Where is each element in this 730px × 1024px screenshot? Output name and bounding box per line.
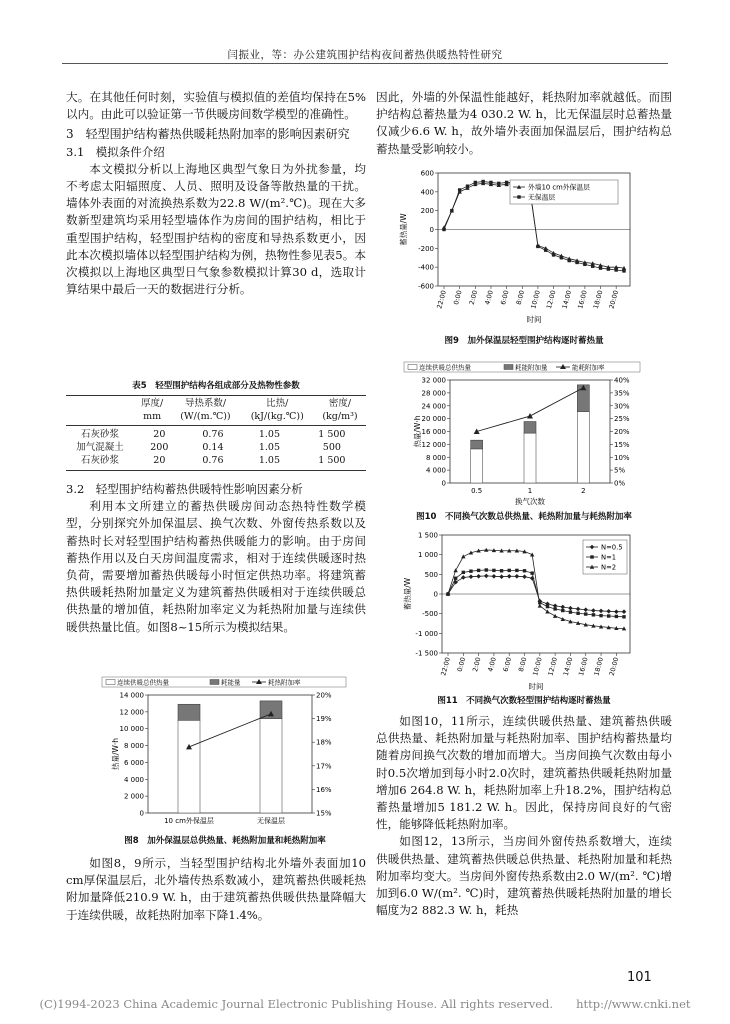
x-axis-label: 换气次数 bbox=[515, 497, 545, 506]
y-tick-label: 12 000 bbox=[421, 440, 446, 449]
y2-tick-label: 10% bbox=[614, 453, 630, 462]
series-marker bbox=[546, 605, 549, 608]
y-axis-label: 蓄热量/W bbox=[403, 577, 412, 611]
series-marker bbox=[583, 607, 588, 612]
series-marker bbox=[592, 613, 595, 616]
series-marker bbox=[497, 182, 500, 185]
series-marker bbox=[469, 569, 472, 572]
table-cell: 1.05 bbox=[258, 455, 281, 466]
figure-8-chart bbox=[100, 675, 350, 830]
y-tick-label: 0 bbox=[441, 479, 446, 488]
table-cell: 200 bbox=[150, 442, 169, 453]
y2-tick-label: 40% bbox=[614, 376, 630, 385]
series-marker bbox=[614, 609, 619, 614]
table-cell: 石灰砂浆 bbox=[80, 429, 119, 440]
y-tick-label: 400 bbox=[420, 188, 434, 197]
series-marker bbox=[561, 609, 564, 612]
table5-header-cell bbox=[66, 410, 134, 423]
running-header: 闫振业，等：办公建筑围护结构夜间蓄热供暖热特性研究 bbox=[227, 49, 503, 61]
x-axis-label: 时间 bbox=[528, 682, 544, 691]
series-marker bbox=[615, 615, 618, 618]
y-tick-label: -400 bbox=[418, 263, 434, 272]
y-tick-label: 0 bbox=[429, 226, 434, 234]
left-paragraph-2: 利用本文所建立的蓄热供暖房间动态热特性数学模型，分别探究外加保温层、换气次数、外窗传热系数以及蓄热时长对轻型围护结构蓄热供暖能力的影响。由于房间蓄热作用以及白天房间温度需求，相对于连续供暖逐时热负荷，需要增加蓄热供暖每小时恒定供热功率。将建筑蓄热供暖耗热附加量定义为建筑蓄热供暖相对于连续供暖总供热量的增加值，耗热附加率定义为耗热附加量与连续供暖供热量比值。如图8~15所示为模拟结果。 bbox=[66, 499, 366, 634]
series-marker bbox=[607, 267, 610, 270]
y-tick-label: -1 000 bbox=[415, 629, 438, 638]
x-tick-label: 0:00 bbox=[455, 656, 468, 673]
figure-10-chart bbox=[402, 360, 642, 508]
table5-body bbox=[66, 428, 366, 467]
y-tick-label: -600 bbox=[418, 282, 434, 291]
x-tick-label: 6:00 bbox=[499, 289, 511, 306]
y-tick-label: -500 bbox=[422, 610, 438, 619]
right-paragraph-2: 如图12，13所示，当房间外窗传热系数增大，连续供暖供热量、建筑蓄热供暖总供热量、耗热附加量和耗热附加率均变大。当房间外窗传热系数由2.0 W/(m². ℃)增加到6.0 W/(m². ℃)时，建筑蓄热供暖耗热附加量的增长幅度为2 882.3 W. h，耗热 bbox=[376, 834, 672, 918]
y-tick-label: -1 500 bbox=[415, 649, 438, 658]
rate-marker bbox=[527, 413, 533, 419]
page-number: 101 bbox=[627, 970, 652, 985]
x-tick-label: 6:00 bbox=[501, 656, 514, 673]
legend-label: 耗热附加率 bbox=[268, 678, 301, 687]
x-tick-label: 20:00 bbox=[607, 289, 621, 310]
left-column bbox=[66, 89, 366, 298]
x-tick-label: 8:00 bbox=[516, 656, 529, 673]
x-tick-label: 4:00 bbox=[486, 656, 498, 673]
series-marker bbox=[492, 569, 495, 572]
table-rule-bottom bbox=[66, 470, 366, 471]
table-cell: 0.76 bbox=[202, 455, 224, 466]
series-marker bbox=[484, 574, 489, 579]
series-marker bbox=[622, 609, 627, 614]
legend-marker bbox=[590, 555, 593, 558]
series-marker bbox=[614, 268, 617, 271]
x-tick-label: 2:00 bbox=[471, 656, 483, 673]
x-tick-label: 16:00 bbox=[576, 289, 589, 310]
table5-header-cell: mm bbox=[143, 411, 162, 422]
y-tick-label: 8 000 bbox=[123, 742, 144, 751]
series-marker bbox=[568, 606, 573, 611]
figure-10-caption: 图10 不同换气次数总供热量、耗热附加量与耗热附加率 bbox=[416, 512, 632, 522]
series-marker bbox=[599, 266, 602, 269]
series-marker bbox=[553, 607, 556, 610]
legend-swatch-added bbox=[210, 680, 219, 685]
right-paragraph-1: 如图10，11所示，连续供暖供热量、建筑蓄热供暖总供热量、耗热附加量与耗热附加率、围护结构蓄热量均随着房间换气次数的增加而增大。当房间换气次数由每小时0.5次增加到每小时2.0次时，建筑蓄热供暖耗热附加量增加6 264.8 W. h，耗热附加率上升18.2%，围护结构总蓄热量增加5 181.2 W. h。因此，保持房间良好的气密性，能够降低耗热附加率。 bbox=[376, 714, 672, 832]
left-paragraph-0: 大。在其他任何时刻，实验值与模拟值的差值均保持在5%以内。由此可以验证第一节供暖房间数学模型的准确性。 bbox=[66, 90, 366, 122]
series-marker bbox=[560, 605, 565, 610]
y-tick-label: 1 000 bbox=[417, 551, 438, 560]
table-cell: 20 bbox=[153, 455, 166, 466]
y-tick-label: 32 000 bbox=[421, 376, 446, 385]
figure-8-caption: 图8 加外保温层总供热量、耗热附加量和耗热附加率 bbox=[124, 836, 326, 846]
x-tick-label: 2:00 bbox=[467, 289, 480, 306]
series-marker bbox=[569, 610, 572, 613]
bar-base bbox=[471, 449, 483, 483]
legend-label: 耗能量 bbox=[221, 678, 241, 687]
series-marker bbox=[530, 552, 534, 556]
y-tick-label: 24 000 bbox=[421, 402, 446, 411]
table-cell: 石灰砂浆 bbox=[80, 455, 119, 466]
bar-base bbox=[260, 719, 282, 813]
y-tick-label: 200 bbox=[420, 207, 434, 216]
series-marker bbox=[522, 574, 527, 579]
right-paragraph-0: 因此，外墙的外保温性能越好，耗热附加率就越低。而围护结构总蓄热量为4 030.2 W. h，比无保温层时总蓄热量仅减少6.6 W. h，故外墙外表面加保温层后，围护结构总蓄热量受影响较小。 bbox=[376, 90, 672, 156]
y-tick-label: 10 000 bbox=[119, 725, 144, 734]
table-cell: 20 bbox=[153, 429, 166, 440]
x-tick-label: 无保温层 bbox=[257, 817, 285, 825]
x-tick-label: 18:00 bbox=[591, 289, 605, 310]
table-cell: 1 500 bbox=[318, 429, 346, 440]
series-marker bbox=[454, 577, 457, 580]
table-cell: 1.05 bbox=[258, 442, 281, 453]
x-tick-label: 22:00 bbox=[435, 289, 448, 310]
x-tick-label: 10:00 bbox=[531, 656, 544, 677]
y-tick-label: 2 000 bbox=[123, 792, 144, 801]
y2-tick-label: 15% bbox=[614, 440, 630, 449]
series-marker bbox=[469, 574, 474, 579]
right-column-2 bbox=[376, 713, 672, 919]
x-tick-label: 10 cm外保温层 bbox=[164, 817, 214, 825]
x-tick-label: 14:00 bbox=[560, 289, 574, 310]
y-tick-label: 600 bbox=[420, 169, 434, 178]
table5-header-cell: 比热/ bbox=[266, 398, 289, 409]
legend-swatch-added bbox=[504, 365, 513, 370]
table5 bbox=[66, 397, 366, 423]
series-marker bbox=[461, 554, 465, 558]
series-marker bbox=[530, 571, 533, 574]
series-marker bbox=[477, 569, 480, 572]
y2-tick-label: 5% bbox=[614, 466, 626, 475]
table-cell: 加气混凝土 bbox=[76, 442, 124, 453]
x-tick-label: 18:00 bbox=[592, 656, 605, 677]
y-tick-label: 12 000 bbox=[119, 708, 144, 717]
table-cell: 500 bbox=[322, 442, 341, 453]
figure-9-caption: 图9 加外保温层轻型围护结构逐时蓄热量 bbox=[444, 336, 604, 346]
legend-label: N=2 bbox=[601, 563, 617, 572]
y-tick-label: 14 000 bbox=[119, 691, 144, 700]
series-line bbox=[448, 570, 624, 617]
y2-tick-label: 20% bbox=[614, 428, 630, 436]
series-marker bbox=[485, 568, 488, 571]
table-cell: 1.05 bbox=[258, 429, 281, 440]
series-marker bbox=[450, 209, 453, 212]
bar-added bbox=[178, 704, 200, 720]
series-marker bbox=[458, 188, 461, 191]
series-marker bbox=[584, 612, 587, 615]
y2-tick-label: 25% bbox=[614, 415, 630, 424]
figure-11-caption: 图11 不同换气次数轻型围护结构逐时蓄热量 bbox=[437, 696, 611, 706]
y-axis-label: 蓄热量/W bbox=[399, 213, 408, 246]
series-marker bbox=[481, 180, 484, 183]
series-marker bbox=[599, 609, 604, 614]
section-3-1-heading: 3.1 模拟条件介绍 bbox=[66, 144, 165, 159]
legend-label: N=1 bbox=[601, 553, 617, 562]
series-marker bbox=[561, 617, 565, 621]
series-marker bbox=[462, 571, 465, 574]
y-tick-label: 1 500 bbox=[417, 531, 438, 540]
table-row bbox=[66, 454, 366, 467]
bar-base bbox=[577, 412, 589, 483]
table5-header-cell: 导热系数/ bbox=[184, 398, 227, 409]
bar-added bbox=[524, 422, 536, 434]
series-marker bbox=[552, 253, 555, 256]
y-tick-label: 0 bbox=[433, 590, 438, 599]
legend-label: 无保温层 bbox=[528, 193, 556, 202]
bar-added bbox=[471, 440, 483, 449]
y-axis-label: 热量/W·h bbox=[413, 415, 422, 448]
series-marker bbox=[553, 614, 557, 618]
y2-tick-label: 20% bbox=[316, 691, 332, 700]
series-marker bbox=[500, 569, 503, 572]
x-tick-label: 14:00 bbox=[561, 656, 575, 677]
series-marker bbox=[591, 265, 594, 268]
series-marker bbox=[499, 574, 504, 579]
bar-base bbox=[524, 433, 536, 483]
left-paragraph-3: 如图8，9所示，当轻型围护结构北外墙外表面加10 cm厚保温层后，北外墙传热系数减小，建筑蓄热供暖耗热附加量降低210.9 W. h，由于建筑蓄热供暖供热量降幅大于连续供暖，故耗热附加率下降1.4%。 bbox=[66, 856, 366, 922]
table5-header-cell bbox=[66, 397, 134, 410]
legend-swatch-base bbox=[408, 365, 417, 370]
x-axis-label: 时间 bbox=[526, 315, 542, 324]
x-tick-label: 0:00 bbox=[452, 289, 464, 306]
legend-swatch-base bbox=[106, 680, 115, 685]
series-marker bbox=[544, 249, 547, 252]
series-marker bbox=[505, 181, 508, 184]
section-3-heading: 3 轻型围护结构蓄热供暖耗热附加率的影响因素研究 bbox=[66, 127, 350, 142]
table-rule-mid bbox=[66, 425, 366, 426]
y-tick-label: 4 000 bbox=[425, 466, 446, 475]
y-tick-label: 0 bbox=[139, 809, 144, 818]
series-marker bbox=[591, 608, 596, 613]
series-marker bbox=[576, 607, 581, 612]
table5-header-cell: 厚度/ bbox=[141, 398, 164, 409]
y-axis-label: 热量/W·h bbox=[111, 737, 120, 771]
x-tick-label: 1 bbox=[527, 487, 533, 495]
table5-header bbox=[66, 397, 366, 423]
header-rule bbox=[62, 63, 668, 64]
copyright-footer: (C)1994-2023 China Academic Journal Electronic Publishing House. All rights reserved. http://www.cnki.net bbox=[39, 997, 691, 1011]
legend-marker bbox=[517, 195, 520, 198]
y2-tick-label: 19% bbox=[316, 715, 332, 724]
y2-tick-label: 15% bbox=[316, 809, 332, 818]
plot-frame bbox=[148, 695, 312, 813]
series-marker bbox=[453, 568, 457, 572]
series-marker bbox=[523, 569, 526, 572]
series-marker bbox=[606, 609, 611, 614]
x-tick-label: 8:00 bbox=[514, 289, 527, 306]
legend-label: 能耗附加率 bbox=[572, 363, 605, 372]
x-tick-label: 2 bbox=[581, 487, 586, 495]
y-tick-label: 6 000 bbox=[123, 758, 144, 767]
series-marker bbox=[476, 574, 481, 579]
x-tick-label: 22:00 bbox=[439, 656, 452, 677]
y2-tick-label: 30% bbox=[614, 402, 630, 411]
series-marker bbox=[492, 574, 497, 579]
series-marker bbox=[568, 259, 571, 262]
y-tick-label: 4 000 bbox=[123, 775, 144, 784]
table-row bbox=[66, 441, 366, 454]
table-cell: 0.14 bbox=[202, 442, 224, 453]
x-tick-label: 16:00 bbox=[577, 656, 590, 677]
legend-label: N=0.5 bbox=[601, 543, 623, 552]
table-rule-top bbox=[66, 395, 366, 396]
table5-caption: 表5 轻型围护结构各组成部分及热物性参数 bbox=[132, 381, 300, 391]
y-tick-label: -200 bbox=[418, 244, 434, 253]
series-marker bbox=[461, 575, 466, 580]
legend-label: 耗能附加量 bbox=[515, 363, 548, 372]
series-marker bbox=[599, 614, 602, 617]
series-marker bbox=[576, 612, 579, 615]
left-column-3 bbox=[66, 855, 366, 924]
legend-label: 外墙10 cm外保温层 bbox=[528, 183, 590, 192]
y-tick-label: 28 000 bbox=[421, 389, 446, 398]
table5-header-cell: (W/(m.℃)) bbox=[180, 411, 231, 422]
left-paragraph-1: 本文模拟分析以上海地区典型气象日为外扰参量，均不考虑太阳辐照度、人员、照明及设备等散热量的干扰。墙体外表面的对流换热系数为22.8 W/(m².℃)。现在大多数新型建筑均采用轻型墙体作为房间的围护结构，相比于重型围护结构，轻型围护结构的密度和导热系数更小，因此本次模拟墙体以轻型围护结构为例，热物性参见表5。本次模拟以上海地区典型日气象参数模拟计算30 d，选取计算结果中最后一天的数据进行分析。 bbox=[66, 161, 366, 297]
bar-base bbox=[178, 720, 200, 813]
right-column bbox=[376, 89, 672, 158]
table5-header-cell: 密度/ bbox=[328, 398, 352, 409]
x-tick-label: 20:00 bbox=[607, 656, 621, 677]
y2-tick-label: 17% bbox=[316, 762, 332, 771]
table-cell: 0.76 bbox=[202, 429, 224, 440]
y2-tick-label: 16% bbox=[316, 785, 332, 794]
y2-tick-label: 0% bbox=[614, 479, 626, 488]
series-marker bbox=[515, 574, 520, 579]
section-3-2-heading: 3.2 轻型围护结构蓄热供暖特性影响因素分析 bbox=[66, 482, 303, 496]
x-tick-label: 10:00 bbox=[529, 289, 542, 310]
rate-line bbox=[189, 714, 271, 747]
series-marker bbox=[474, 181, 477, 184]
figure-11-chart bbox=[398, 527, 638, 697]
series-marker bbox=[515, 569, 518, 572]
y2-tick-label: 35% bbox=[614, 389, 630, 398]
series-marker bbox=[536, 245, 539, 248]
x-tick-label: 4:00 bbox=[483, 289, 495, 306]
left-column-2 bbox=[66, 481, 366, 636]
series-marker bbox=[583, 263, 586, 266]
series-marker bbox=[489, 181, 492, 184]
series-marker bbox=[508, 569, 511, 572]
series-marker bbox=[442, 228, 445, 231]
series-marker bbox=[575, 261, 578, 264]
x-tick-label: 12:00 bbox=[546, 656, 560, 677]
series-marker bbox=[560, 256, 563, 259]
y-tick-label: 16 000 bbox=[421, 428, 446, 436]
y-tick-label: 500 bbox=[424, 570, 438, 579]
y2-tick-label: 18% bbox=[316, 738, 332, 747]
series-marker bbox=[607, 614, 610, 617]
figure-9-chart bbox=[398, 168, 638, 330]
series-marker bbox=[466, 184, 469, 187]
y-tick-label: 20 000 bbox=[421, 415, 446, 424]
table5-header-cell: (kJ/(kg.℃)) bbox=[250, 411, 304, 422]
series-marker bbox=[622, 269, 625, 272]
table-row bbox=[66, 428, 366, 441]
legend-label: 连续供暖总供热量 bbox=[419, 363, 471, 372]
series-marker bbox=[507, 574, 512, 579]
series-marker bbox=[622, 615, 625, 618]
x-tick-label: 0.5 bbox=[471, 487, 483, 495]
table5-header-cell: (kg/m³) bbox=[322, 411, 358, 422]
y-tick-label: 8 000 bbox=[425, 453, 446, 462]
legend-label: 连续供暖总供热量 bbox=[117, 678, 169, 687]
x-tick-label: 12:00 bbox=[544, 289, 558, 310]
table-cell: 1 500 bbox=[318, 455, 346, 466]
